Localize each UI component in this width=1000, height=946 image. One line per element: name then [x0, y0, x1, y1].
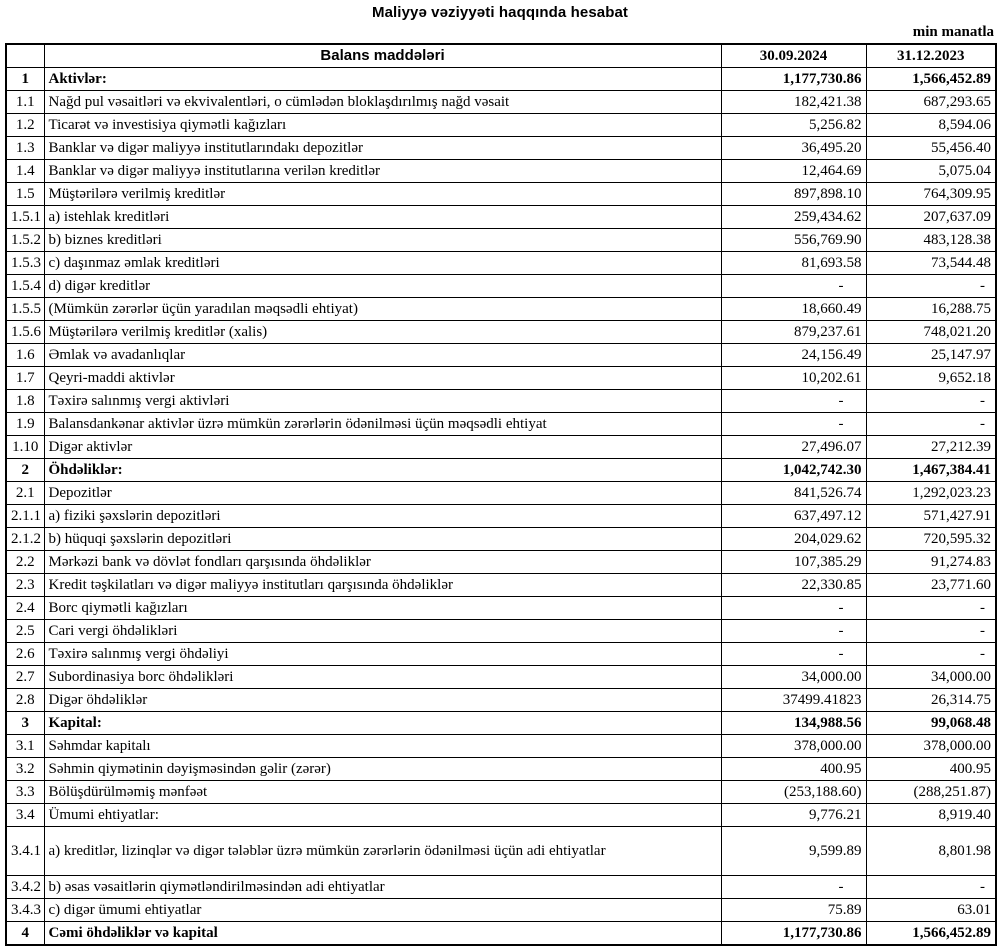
value-2024-cell: 400.95 — [721, 758, 866, 781]
row-number-cell: 1.5.4 — [6, 275, 44, 298]
table-row — [6, 137, 996, 160]
value-2023-cell: 23,771.60 — [866, 574, 996, 597]
value-2023-cell: 16,288.75 — [866, 298, 996, 321]
table-row — [6, 114, 996, 137]
row-number-cell: 3.3 — [6, 781, 44, 804]
value-2024-cell: 5,256.82 — [721, 114, 866, 137]
table-row — [6, 666, 996, 689]
table-row — [6, 206, 996, 229]
table-row — [6, 160, 996, 183]
value-2023-cell: 8,801.98 — [866, 827, 996, 876]
row-number-cell: 2.1 — [6, 482, 44, 505]
value-2023-cell: - — [866, 275, 996, 298]
table-row — [6, 413, 996, 436]
balance-sheet-table — [5, 43, 997, 946]
table-header — [6, 44, 996, 68]
row-label-cell: Banklar və digər maliyyə institutlarına verilən kreditlər — [44, 160, 721, 183]
table-row — [6, 551, 996, 574]
row-label-cell: Ümumi ehtiyatlar: — [44, 804, 721, 827]
table-row — [6, 436, 996, 459]
value-2023-cell: - — [866, 597, 996, 620]
row-number-cell: 3 — [6, 712, 44, 735]
row-number-cell: 1.2 — [6, 114, 44, 137]
value-2024-cell: 556,769.90 — [721, 229, 866, 252]
value-2023-cell: 27,212.39 — [866, 436, 996, 459]
table-row — [6, 643, 996, 666]
row-label-cell: Depozitlər — [44, 482, 721, 505]
row-label-cell: Əmlak və avadanlıqlar — [44, 344, 721, 367]
table-row — [6, 804, 996, 827]
value-2024-cell: - — [721, 275, 866, 298]
table-row — [6, 528, 996, 551]
table-body — [6, 68, 996, 946]
table-row — [6, 68, 996, 91]
row-number-cell: 1.10 — [6, 436, 44, 459]
row-label-cell: Digər öhdəliklər — [44, 689, 721, 712]
row-label-cell: Banklar və digər maliyyə institutlarındakı depozitlər — [44, 137, 721, 160]
row-number-cell: 2 — [6, 459, 44, 482]
value-2023-cell: 571,427.91 — [866, 505, 996, 528]
value-2024-cell: - — [721, 390, 866, 413]
value-2023-cell: 1,292,023.23 — [866, 482, 996, 505]
value-2023-cell: 99,068.48 — [866, 712, 996, 735]
table-row — [6, 827, 996, 876]
row-label-cell: Səhmdar kapitalı — [44, 735, 721, 758]
value-2024-cell: 1,177,730.86 — [721, 922, 866, 946]
row-number-cell: 1.5 — [6, 183, 44, 206]
row-number-cell: 1.8 — [6, 390, 44, 413]
row-number-cell: 2.8 — [6, 689, 44, 712]
table-row — [6, 597, 996, 620]
row-number-cell: 3.1 — [6, 735, 44, 758]
row-label-cell: Müştərilərə verilmiş kreditlər — [44, 183, 721, 206]
value-2024-cell: 841,526.74 — [721, 482, 866, 505]
row-number-cell: 1.6 — [6, 344, 44, 367]
value-2023-cell: 1,566,452.89 — [866, 68, 996, 91]
row-number-cell: 2.5 — [6, 620, 44, 643]
value-2024-cell: 182,421.38 — [721, 91, 866, 114]
value-2024-cell: 24,156.49 — [721, 344, 866, 367]
value-2023-cell: - — [866, 620, 996, 643]
table-row — [6, 922, 996, 946]
value-2023-cell: - — [866, 390, 996, 413]
row-number-cell: 1.3 — [6, 137, 44, 160]
page-title: Maliyyə vəziyyəti haqqında hesabat — [372, 4, 628, 21]
row-label-cell: c) digər ümumi ehtiyatlar — [44, 899, 721, 922]
value-2024-cell: 10,202.61 — [721, 367, 866, 390]
value-2024-cell: (253,188.60) — [721, 781, 866, 804]
value-2024-cell: 879,237.61 — [721, 321, 866, 344]
table-row — [6, 689, 996, 712]
table-row — [6, 229, 996, 252]
row-label-cell: Digər aktivlər — [44, 436, 721, 459]
row-number-cell: 3.2 — [6, 758, 44, 781]
value-2024-cell: 36,495.20 — [721, 137, 866, 160]
table-row — [6, 321, 996, 344]
table-row — [6, 390, 996, 413]
table-row — [6, 620, 996, 643]
value-2023-cell: 9,652.18 — [866, 367, 996, 390]
row-number-cell: 1.9 — [6, 413, 44, 436]
column-header-number — [6, 44, 44, 68]
row-label-cell: Kapital: — [44, 712, 721, 735]
table-row — [6, 758, 996, 781]
value-2023-cell: 8,919.40 — [866, 804, 996, 827]
row-label-cell: Nağd pul vəsaitləri və ekvivalentləri, o cümlədən bloklaşdırılmış nağd vəsait — [44, 91, 721, 114]
value-2023-cell: 720,595.32 — [866, 528, 996, 551]
row-number-cell: 3.4.3 — [6, 899, 44, 922]
value-2024-cell: 81,693.58 — [721, 252, 866, 275]
table-row — [6, 735, 996, 758]
value-2024-cell: 27,496.07 — [721, 436, 866, 459]
value-2023-cell: 34,000.00 — [866, 666, 996, 689]
row-number-cell: 2.7 — [6, 666, 44, 689]
value-2023-cell: 764,309.95 — [866, 183, 996, 206]
value-2023-cell: (288,251.87) — [866, 781, 996, 804]
row-label-cell: Bölüşdürülməmiş mənfəət — [44, 781, 721, 804]
row-number-cell: 2.1.1 — [6, 505, 44, 528]
row-label-cell: Təxirə salınmış vergi öhdəliyi — [44, 643, 721, 666]
row-number-cell: 1.1 — [6, 91, 44, 114]
value-2024-cell: 1,177,730.86 — [721, 68, 866, 91]
table-row — [6, 367, 996, 390]
value-2023-cell: 26,314.75 — [866, 689, 996, 712]
row-number-cell: 1.5.5 — [6, 298, 44, 321]
row-label-cell: a) istehlak kreditləri — [44, 206, 721, 229]
row-label-cell: (Mümkün zərərlər üçün yaradılan məqsədli ehtiyat) — [44, 298, 721, 321]
row-number-cell: 3.4.1 — [6, 827, 44, 876]
row-number-cell: 1.5.6 — [6, 321, 44, 344]
row-number-cell: 1.5.2 — [6, 229, 44, 252]
value-2024-cell: 9,599.89 — [721, 827, 866, 876]
row-label-cell: Öhdəliklər: — [44, 459, 721, 482]
value-2024-cell: - — [721, 876, 866, 899]
row-label-cell: Qeyri-maddi aktivlər — [44, 367, 721, 390]
row-number-cell: 2.2 — [6, 551, 44, 574]
table-row — [6, 298, 996, 321]
table-row — [6, 459, 996, 482]
row-label-cell: Təxirə salınmış vergi aktivləri — [44, 390, 721, 413]
value-2023-cell: 1,467,384.41 — [866, 459, 996, 482]
value-2024-cell: - — [721, 643, 866, 666]
row-label-cell: c) daşınmaz əmlak kreditləri — [44, 252, 721, 275]
value-2024-cell: 12,464.69 — [721, 160, 866, 183]
row-label-cell: Subordinasiya borc öhdəlikləri — [44, 666, 721, 689]
row-label-cell: Səhmin qiymətinin dəyişməsindən gəlir (zərər) — [44, 758, 721, 781]
value-2023-cell: 748,021.20 — [866, 321, 996, 344]
value-2024-cell: 107,385.29 — [721, 551, 866, 574]
table-row — [6, 712, 996, 735]
row-label-cell: Borc qiymətli kağızları — [44, 597, 721, 620]
row-label-cell: Cari vergi öhdəlikləri — [44, 620, 721, 643]
value-2023-cell: 8,594.06 — [866, 114, 996, 137]
row-number-cell: 3.4 — [6, 804, 44, 827]
table-row — [6, 781, 996, 804]
value-2024-cell: 204,029.62 — [721, 528, 866, 551]
unit-note: min manatla — [912, 24, 994, 40]
row-number-cell: 1 — [6, 68, 44, 91]
header-row — [6, 44, 996, 68]
value-2024-cell: - — [721, 597, 866, 620]
table-row — [6, 505, 996, 528]
value-2023-cell: 73,544.48 — [866, 252, 996, 275]
table-row — [6, 876, 996, 899]
row-number-cell: 2.1.2 — [6, 528, 44, 551]
value-2024-cell: 378,000.00 — [721, 735, 866, 758]
value-2023-cell: 1,566,452.89 — [866, 922, 996, 946]
row-label-cell: b) əsas vəsaitlərin qiymətləndirilməsindən adi ehtiyatlar — [44, 876, 721, 899]
row-number-cell: 2.4 — [6, 597, 44, 620]
value-2024-cell: 637,497.12 — [721, 505, 866, 528]
row-number-cell: 1.5.1 — [6, 206, 44, 229]
value-2023-cell: - — [866, 413, 996, 436]
value-2023-cell: 687,293.65 — [866, 91, 996, 114]
row-number-cell: 1.4 — [6, 160, 44, 183]
column-header-period-prior: 31.12.2023 — [866, 44, 996, 68]
value-2023-cell: 207,637.09 — [866, 206, 996, 229]
value-2024-cell: 897,898.10 — [721, 183, 866, 206]
value-2024-cell: - — [721, 620, 866, 643]
row-number-cell: 1.7 — [6, 367, 44, 390]
table-row — [6, 252, 996, 275]
row-label-cell: Kredit təşkilatları və digər maliyyə institutları qarşısında öhdəliklər — [44, 574, 721, 597]
value-2023-cell: 5,075.04 — [866, 160, 996, 183]
value-2023-cell: 55,456.40 — [866, 137, 996, 160]
value-2023-cell: 378,000.00 — [866, 735, 996, 758]
row-number-cell: 2.6 — [6, 643, 44, 666]
value-2023-cell: - — [866, 876, 996, 899]
value-2024-cell: 22,330.85 — [721, 574, 866, 597]
row-number-cell: 1.5.3 — [6, 252, 44, 275]
column-header-items: Balans maddələri — [44, 44, 721, 68]
table-row — [6, 275, 996, 298]
value-2024-cell: 18,660.49 — [721, 298, 866, 321]
row-label-cell: a) fiziki şəxslərin depozitləri — [44, 505, 721, 528]
table-row — [6, 574, 996, 597]
row-label-cell: Müştərilərə verilmiş kreditlər (xalis) — [44, 321, 721, 344]
value-2024-cell: 34,000.00 — [721, 666, 866, 689]
value-2023-cell: 400.95 — [866, 758, 996, 781]
value-2024-cell: 1,042,742.30 — [721, 459, 866, 482]
value-2023-cell: 25,147.97 — [866, 344, 996, 367]
row-label-cell: a) kreditlər, lizinqlər və digər tələblər üzrə mümkün zərərlərin ödənilməsi üçün adi ehtiyatlar — [44, 827, 721, 876]
row-label-cell: Ticarət və investisiya qiymətli kağızları — [44, 114, 721, 137]
table-row — [6, 344, 996, 367]
row-label-cell: Balansdankənar aktivlər üzrə mümkün zərərlərin ödənilməsi üçün məqsədli ehtiyat — [44, 413, 721, 436]
row-label-cell: b) hüquqi şəxslərin depozitləri — [44, 528, 721, 551]
row-label-cell: Mərkəzi bank və dövlət fondları qarşısında öhdəliklər — [44, 551, 721, 574]
table-row — [6, 482, 996, 505]
row-number-cell: 3.4.2 — [6, 876, 44, 899]
table-row — [6, 899, 996, 922]
value-2024-cell: 259,434.62 — [721, 206, 866, 229]
value-2024-cell: 75.89 — [721, 899, 866, 922]
value-2024-cell: - — [721, 413, 866, 436]
row-number-cell: 2.3 — [6, 574, 44, 597]
value-2023-cell: - — [866, 643, 996, 666]
value-2024-cell: 9,776.21 — [721, 804, 866, 827]
row-label-cell: b) biznes kreditləri — [44, 229, 721, 252]
column-header-period-current: 30.09.2024 — [721, 44, 866, 68]
row-label-cell: Cəmi öhdəliklər və kapital — [44, 922, 721, 946]
row-number-cell: 4 — [6, 922, 44, 946]
table-row — [6, 183, 996, 206]
value-2024-cell: 37499.41823 — [721, 689, 866, 712]
row-label-cell: Aktivlər: — [44, 68, 721, 91]
value-2023-cell: 91,274.83 — [866, 551, 996, 574]
value-2023-cell: 483,128.38 — [866, 229, 996, 252]
value-2023-cell: 63.01 — [866, 899, 996, 922]
table-row — [6, 91, 996, 114]
row-label-cell: d) digər kreditlər — [44, 275, 721, 298]
value-2024-cell: 134,988.56 — [721, 712, 866, 735]
